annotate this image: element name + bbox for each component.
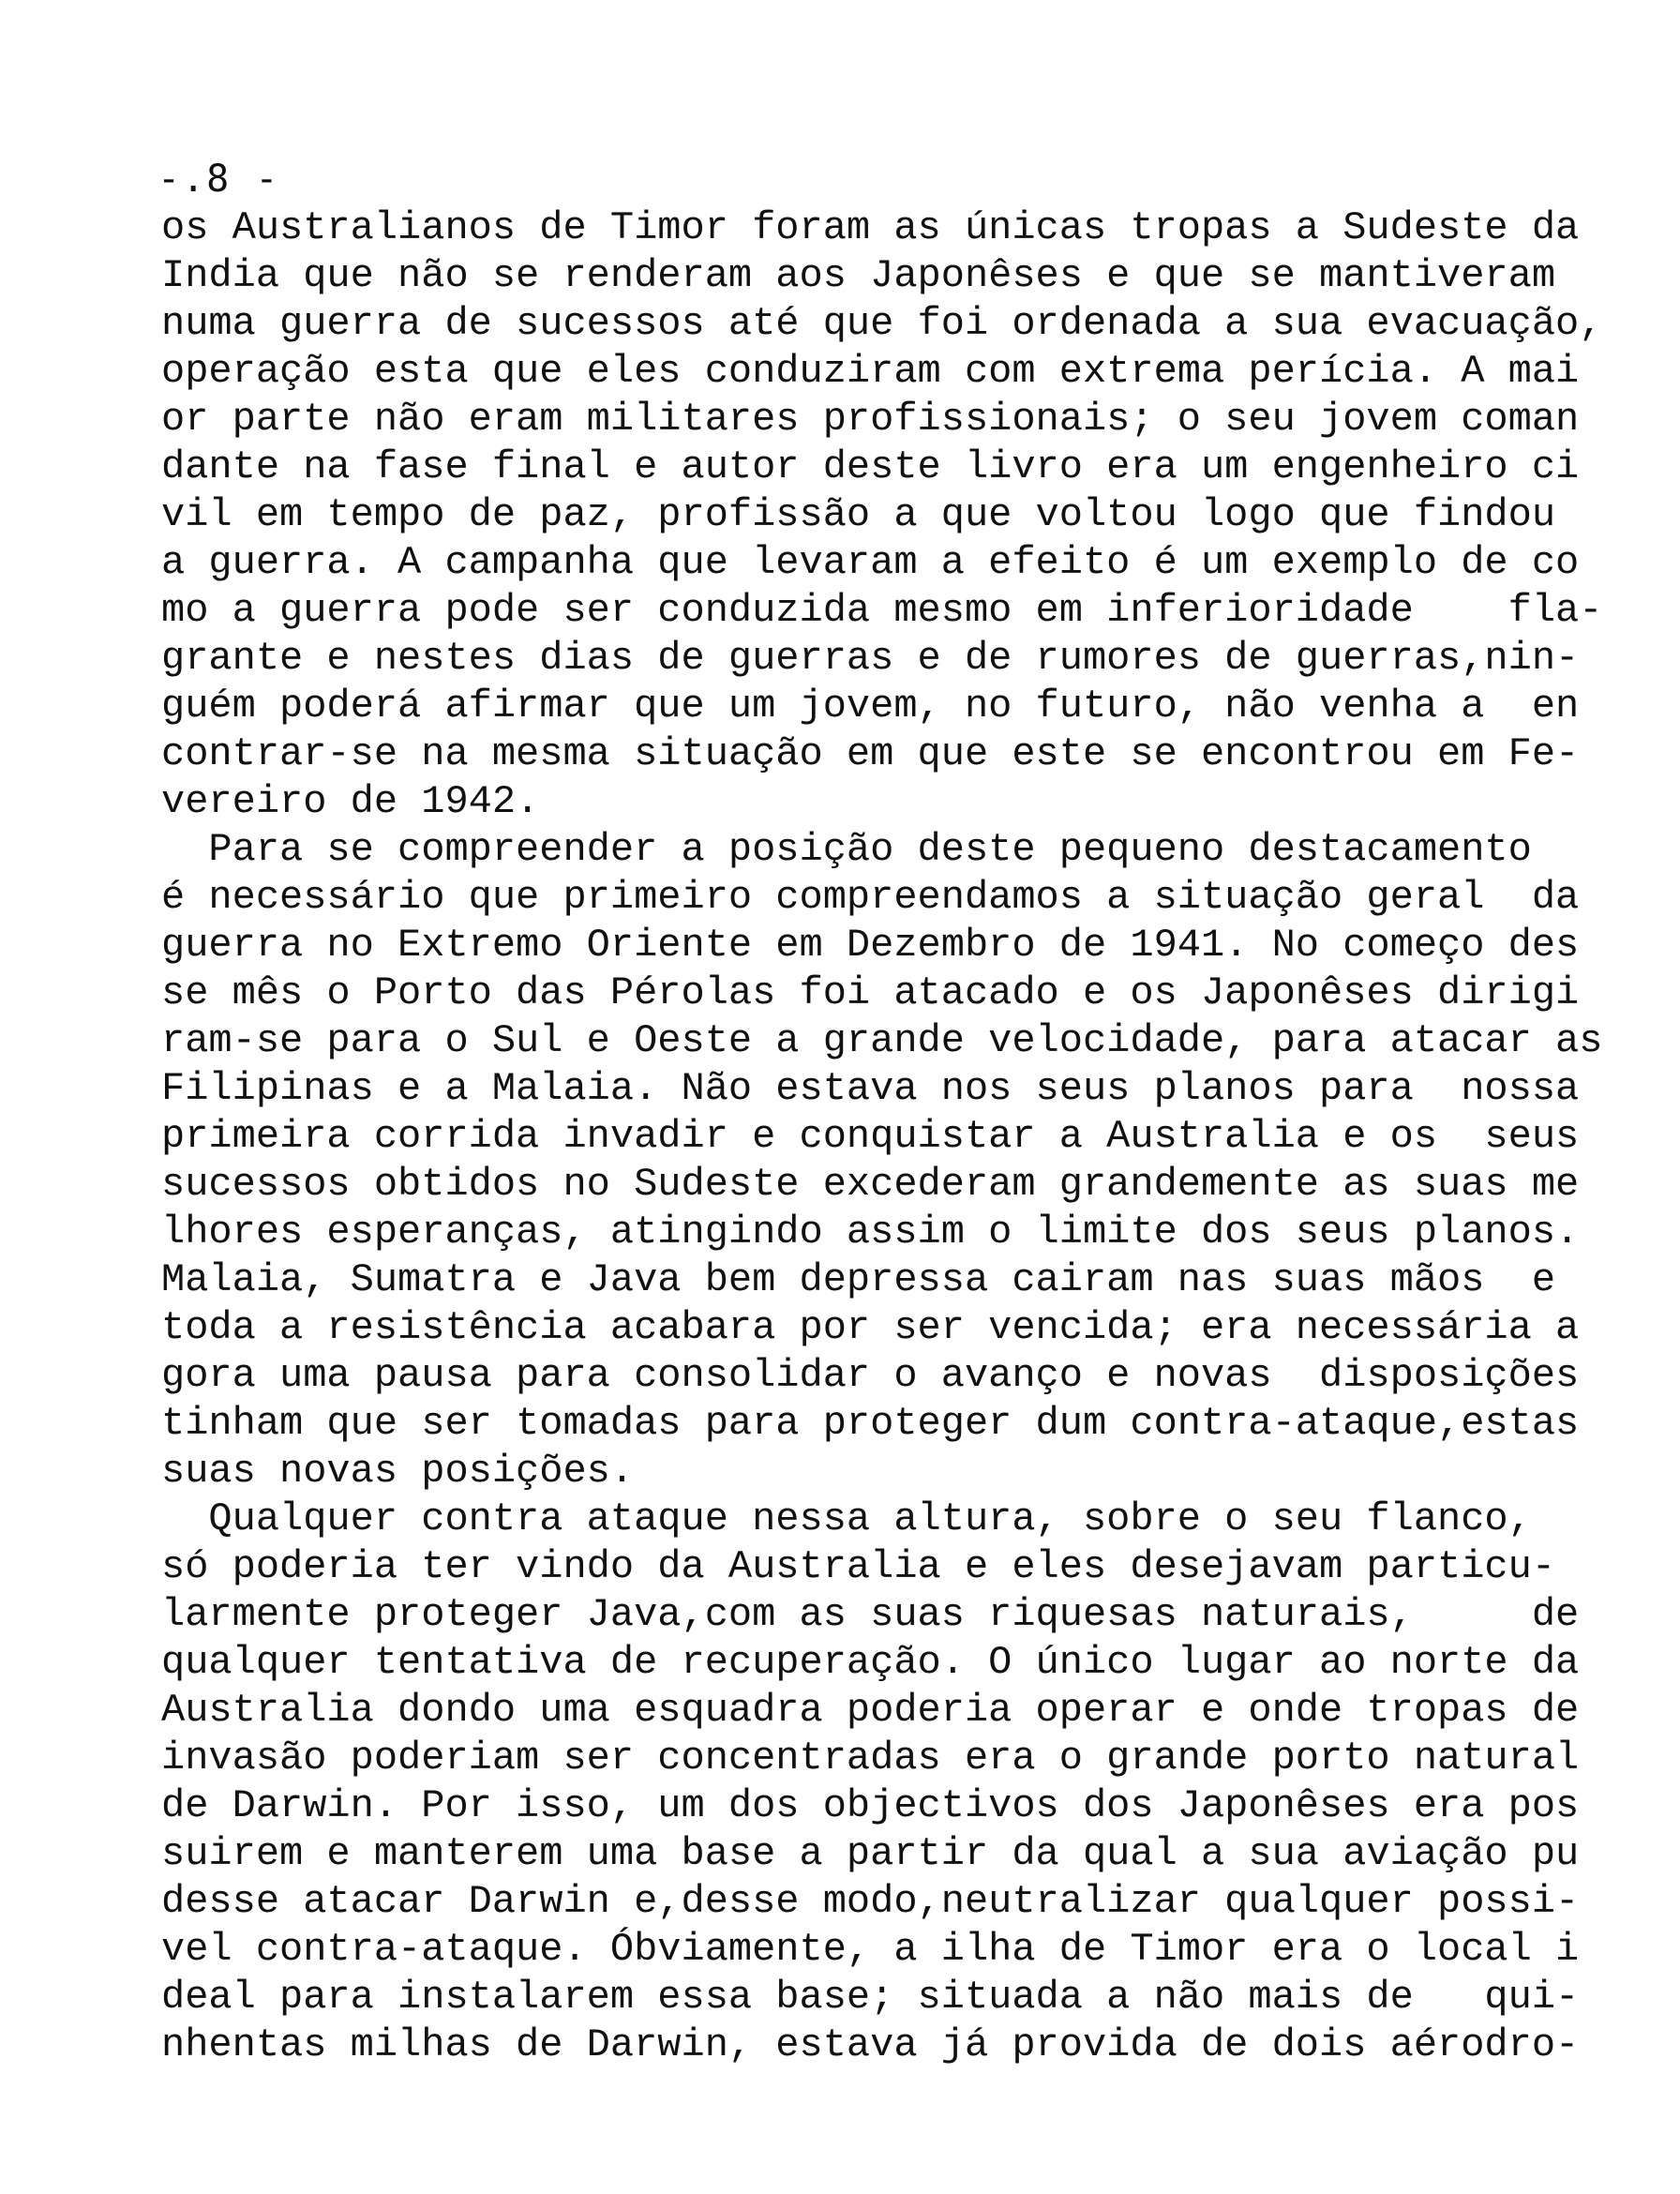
text-line: guerra no Extremo Oriente em Dezembro de 1941. No começo des (161, 923, 1580, 968)
text-line: Qualquer contra ataque nessa altura, sobre o seu flanco, (161, 1496, 1532, 1541)
text-line: or parte não eram militares profissionais; o seu jovem coman (161, 397, 1580, 442)
text-line: vel contra-ataque. Óbviamente, a ilha de Timor era o local i (161, 1927, 1580, 1972)
text-line: Malaia, Sumatra e Java bem depressa cairam nas suas mãos e (161, 1257, 1556, 1302)
text-line: de Darwin. Por isso, um dos objectivos dos Japonêses era pos (161, 1783, 1580, 1828)
text-line: Filipinas e a Malaia. Não estava nos seus planos para nossa (161, 1066, 1580, 1111)
text-line: desse atacar Darwin e,desse modo,neutralizar qualquer possi- (161, 1879, 1580, 1924)
text-line: suirem e manterem uma base a partir da qual a sua aviação pu (161, 1831, 1580, 1876)
text-line: vereiro de 1942. (161, 779, 540, 824)
text-line: toda a resistência acabara por ser vencida; era necessária a (161, 1305, 1580, 1350)
text-line: primeira corrida invadir e conquistar a Australia e os seus (161, 1114, 1580, 1159)
text-line: se mês o Porto das Pérolas foi atacado e os Japonêses dirigi (161, 970, 1580, 1015)
text-line: invasão poderiam ser concentradas era o grande porto natural (161, 1736, 1580, 1781)
text-line: ram-se para o Sul e Oeste a grande velocidade, para atacar as (161, 1018, 1603, 1063)
text-line: dante na fase final e autor deste livro era um engenheiro ci (161, 444, 1580, 489)
text-line: suas novas posições. (161, 1449, 635, 1494)
text-line: contrar-se na mesma situação em que este se encontrou em Fe- (161, 731, 1580, 776)
text-line: deal para instalarem essa base; situada a não mais de qui- (161, 1975, 1580, 2020)
text-line: numa guerra de sucessos até que foi ordenada a sua evacuação, (161, 301, 1603, 346)
text-line: grante e nestes dias de guerras e de rumores de guerras,nin- (161, 636, 1580, 681)
text-line: mo a guerra pode ser conduzida mesmo em inferioridade fla- (161, 588, 1603, 633)
text-line: tinham que ser tomadas para proteger dum contra-ataque,estas (161, 1401, 1580, 1446)
text-line: só poderia ter vindo da Australia e eles desejavam particu- (161, 1544, 1556, 1589)
text-line: Australia dondo uma esquadra poderia operar e onde tropas de (161, 1688, 1580, 1733)
text-line: gora uma pausa para consolidar o avanço e novas disposições (161, 1353, 1580, 1398)
text-line: India que não se renderam aos Japonêses e que se mantiveram (161, 253, 1556, 298)
body-text (161, 204, 1603, 2069)
page-number: -.8 - (158, 158, 280, 201)
text-line: sucessos obtidos no Sudeste excederam grandemente as suas me (161, 1162, 1580, 1207)
text-line: lhores esperanças, atingindo assim o limite dos seus planos. (161, 1210, 1580, 1255)
text-line: nhentas milhas de Darwin, estava já provida de dois aérodro- (161, 2022, 1580, 2067)
text-line: qualquer tentativa de recuperação. O único lugar ao norte da (161, 1640, 1580, 1685)
text-line: é necessário que primeiro compreendamos a situação geral da (161, 875, 1580, 920)
text-line: operação esta que eles conduziram com extrema perícia. A mai (161, 349, 1580, 394)
text-line: a guerra. A campanha que levaram a efeito é um exemplo de co (161, 540, 1580, 585)
text-line: guém poderá afirmar que um jovem, no futuro, não venha a en (161, 684, 1580, 729)
text-line: Para se compreender a posição deste pequeno destacamento (161, 827, 1532, 872)
text-line: os Australianos de Timor foram as únicas tropas a Sudeste da (161, 205, 1580, 250)
text-line: vil em tempo de paz, profissão a que voltou logo que findou (161, 492, 1556, 537)
text-line: larmente proteger Java,com as suas riquesas naturais, de (161, 1592, 1580, 1637)
